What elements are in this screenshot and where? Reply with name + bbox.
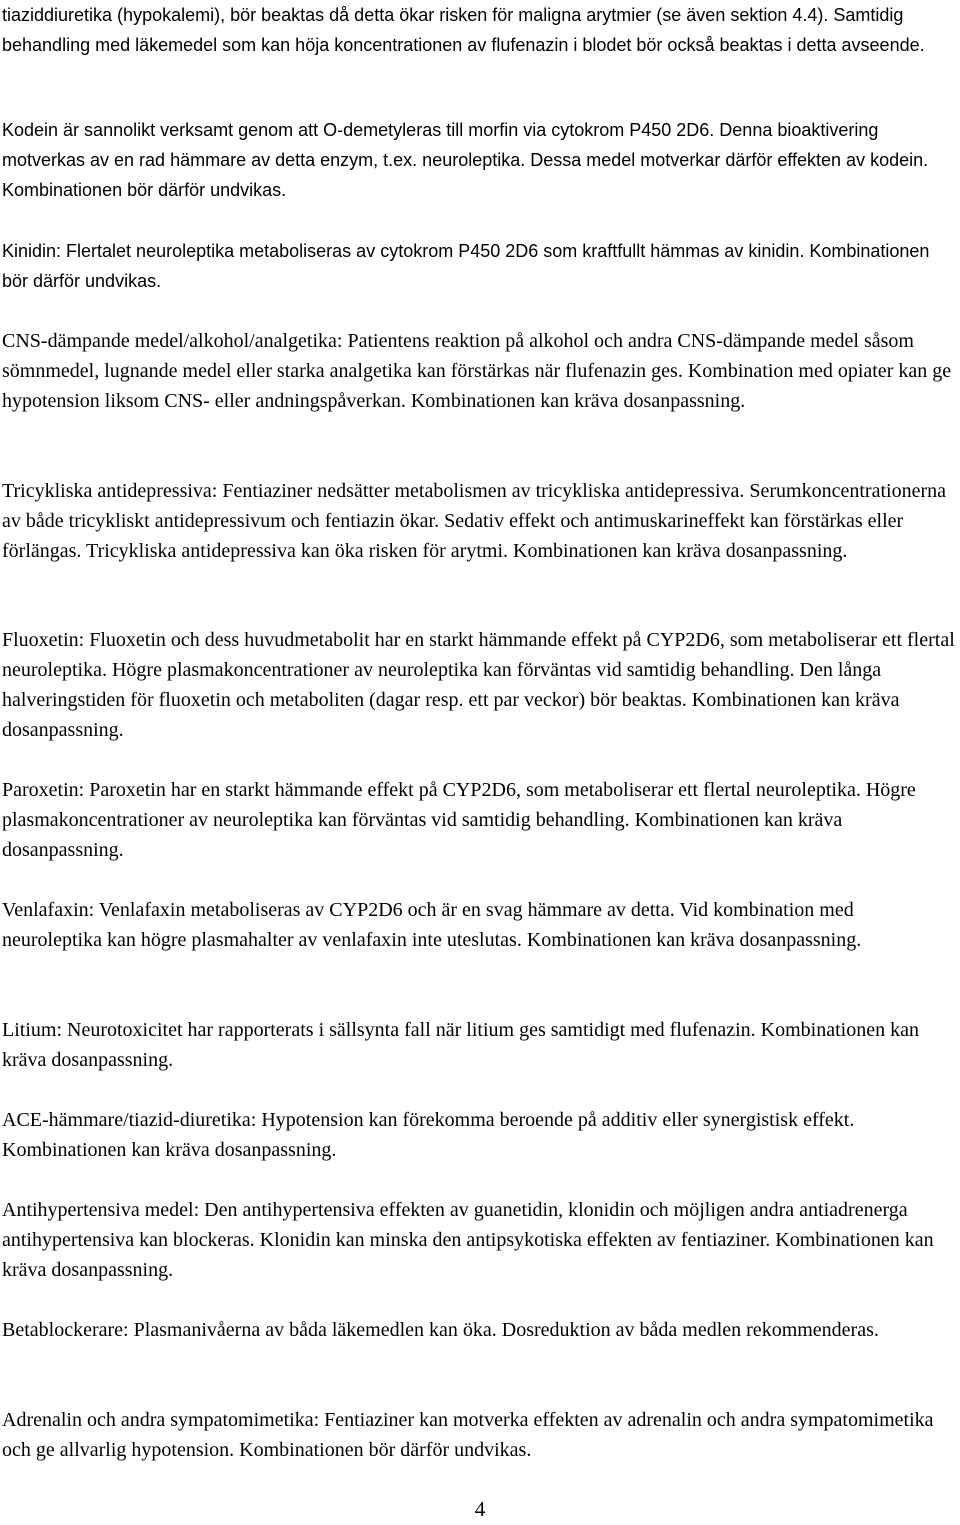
paragraph-kinidin: Kinidin: Flertalet neuroleptika metaboliseras av cytokrom P450 2D6 som kraftfullt hämmas av kinidin. Kombinationen bör därför undvikas. xyxy=(2,241,930,291)
paragraph-antihypertensiva: Antihypertensiva medel: Den antihypertensiva effekten av guanetidin, klonidin och möjligen andra antiadrenerga antihypertensiva kan blockeras. Klonidin kan minska den antipsykotiska effekten av fentiaziner. Kombinationen kan kräva dosanpassning. xyxy=(2,1199,934,1281)
paragraph-adrenalin: Adrenalin och andra sympatomimetika: Fentiaziner kan motverka effekten av adrenalin och andra sympatomimetika och ge allvarlig hypotension. Kombinationen bör därför undvikas. xyxy=(2,1409,934,1461)
paragraph-ace: ACE-hämmare/tiazid-diuretika: Hypotension kan förekomma beroende på additiv eller synergistisk effekt. Kombinationen kan kräva dosanpassning. xyxy=(2,1109,855,1161)
paragraph-litium: Litium: Neurotoxicitet har rapporterats i sällsynta fall när litium ges samtidigt med flufenazin. Kombinationen kan kräva dosanpassning. xyxy=(2,1019,919,1071)
paragraph-intro: tiaziddiuretika (hypokalemi), bör beaktas då detta ökar risken för maligna arytmier (se även sektion 4.4). Samtidig behandling med läkemedel som kan höja koncentrationen av flufenazin i blodet bör också beaktas i detta avseende. xyxy=(2,5,925,55)
page-number: 4 xyxy=(474,1497,486,1521)
paragraph-paroxetin: Paroxetin: Paroxetin har en starkt hämmande effekt på CYP2D6, som metaboliserar ett flertal neuroleptika. Högre plasmakoncentrationer av neuroleptika kan förväntas vid samtidig behandling. Kombinationen kan kräva dosanpassning. xyxy=(2,779,916,861)
paragraph-tricykliska: Tricykliska antidepressiva: Fentiaziner nedsätter metabolismen av tricykliska antidepressiva. Serumkoncentrationerna av både tricykliskt antidepressivum och fentiazin ökar. Sedativ effekt och antimuskarineffekt kan förstärkas eller förlängas. Tricykliska antidepressiva kan öka risken för arytmi. Kombinationen kan kräva dosanpassning. xyxy=(2,480,946,562)
paragraph-venlafaxin: Venlafaxin: Venlafaxin metaboliseras av CYP2D6 och är en svag hämmare av detta. Vid kombination med neuroleptika kan högre plasmahalter av venlafaxin inte uteslutas. Kombinationen kan kräva dosanpassning. xyxy=(2,899,862,951)
paragraph-fluoxetin: Fluoxetin: Fluoxetin och dess huvudmetabolit har en starkt hämmande effekt på CYP2D6, som metaboliserar ett flertal neuroleptika. Högre plasmakoncentrationer av neuroleptika kan förväntas vid samtidig behandling. Den långa halveringstiden för fluoxetin och metaboliten (dagar resp. ett par veckor) bör beaktas. Kombinationen kan kräva dosanpassning. xyxy=(2,629,955,741)
paragraph-betablockerare: Betablockerare: Plasmanivåerna av båda läkemedlen kan öka. Dosreduktion av båda medlen rekommenderas. xyxy=(2,1319,879,1341)
paragraph-cns: CNS-dämpande medel/alkohol/analgetika: Patientens reaktion på alkohol och andra CNS-dämpande medel såsom sömnmedel, lugnande medel eller starka analgetika kan förstärkas när flufenazin ges. Kombination med opiater kan ge hypotension liksom CNS- eller andningspåverkan. Kombinationen kan kräva dosanpassning. xyxy=(2,330,952,412)
paragraph-kodein: Kodein är sannolikt verksamt genom att O-demetyleras till morfin via cytokrom P450 2D6. Denna bioaktivering motverkas av en rad hämmare av detta enzym, t.ex. neuroleptika. Dessa medel motverkar därför effekten av kodein. Kombinationen bör därför undvikas. xyxy=(2,120,929,200)
